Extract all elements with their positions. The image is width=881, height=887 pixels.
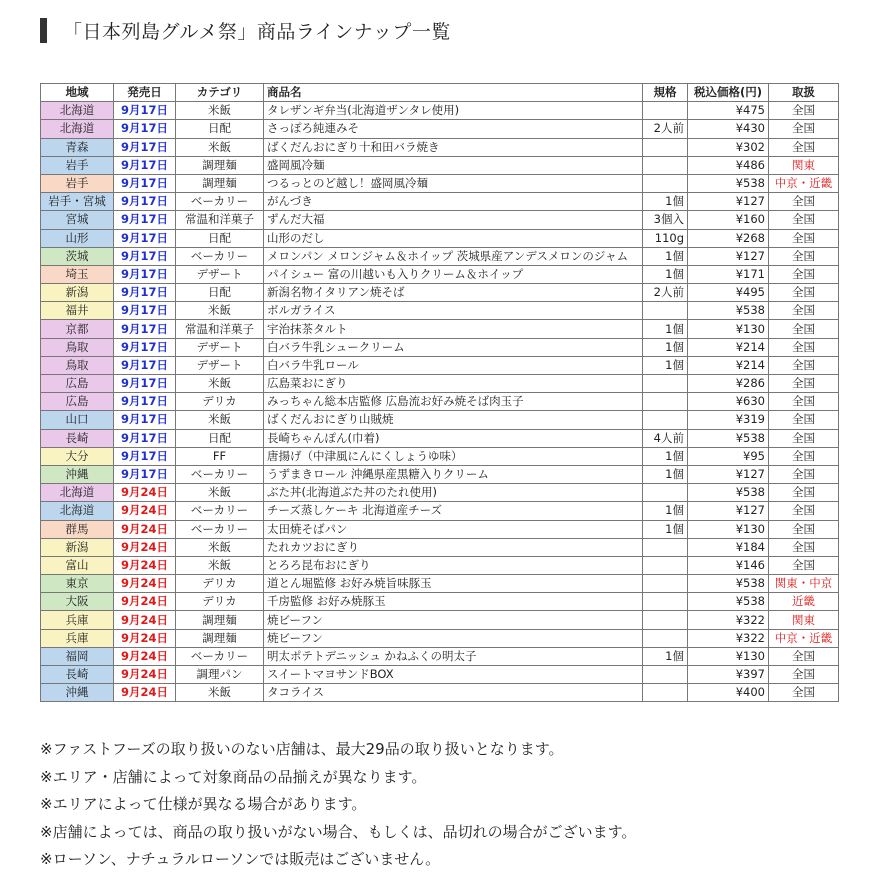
region-cell: 山口 bbox=[41, 411, 114, 429]
table-row bbox=[41, 538, 839, 556]
category-cell: 米飯 bbox=[176, 411, 264, 429]
region-cell: 岩手 bbox=[41, 156, 114, 174]
region-cell: 茨城 bbox=[41, 247, 114, 265]
table-row bbox=[41, 120, 839, 138]
region-cell: 青森 bbox=[41, 138, 114, 156]
price-cell: ¥322 bbox=[688, 629, 769, 647]
release-date-cell: 9月24日 bbox=[114, 556, 176, 574]
table-row bbox=[41, 429, 839, 447]
distribution-cell: 全国 bbox=[769, 556, 839, 574]
page-title-block bbox=[40, 16, 451, 44]
release-date-cell: 9月17日 bbox=[114, 265, 176, 283]
table-row bbox=[41, 211, 839, 229]
distribution-cell: 全国 bbox=[769, 375, 839, 393]
table-row bbox=[41, 629, 839, 647]
category-cell: 調理パン bbox=[176, 666, 264, 684]
distribution-cell: 全国 bbox=[769, 211, 839, 229]
product-name-cell: 明太ポテトデニッシュ かねふくの明太子 bbox=[264, 647, 643, 665]
region-cell: 兵庫 bbox=[41, 629, 114, 647]
table-row bbox=[41, 465, 839, 483]
spec-cell bbox=[643, 393, 688, 411]
region-cell: 広島 bbox=[41, 375, 114, 393]
distribution-cell: 関東 bbox=[769, 156, 839, 174]
table-row bbox=[41, 174, 839, 192]
product-name-cell: 広島菜おにぎり bbox=[264, 375, 643, 393]
table-row bbox=[41, 647, 839, 665]
region-cell: 沖縄 bbox=[41, 465, 114, 483]
price-cell: ¥538 bbox=[688, 429, 769, 447]
notes bbox=[40, 736, 636, 874]
category-cell: デザート bbox=[176, 265, 264, 283]
price-cell: ¥160 bbox=[688, 211, 769, 229]
region-cell: 群馬 bbox=[41, 520, 114, 538]
category-cell: 常温和洋菓子 bbox=[176, 320, 264, 338]
distribution-cell: 全国 bbox=[769, 647, 839, 665]
spec-cell: 1個 bbox=[643, 356, 688, 374]
distribution-cell: 全国 bbox=[769, 102, 839, 120]
distribution-cell: 全国 bbox=[769, 502, 839, 520]
product-name-cell: さっぽろ純連みそ bbox=[264, 120, 643, 138]
region-cell: 鳥取 bbox=[41, 356, 114, 374]
distribution-cell: 関東 bbox=[769, 611, 839, 629]
table-row bbox=[41, 338, 839, 356]
table-header-row bbox=[41, 84, 839, 102]
product-name-cell: ぶた丼(北海道ぶた丼のたれ使用) bbox=[264, 484, 643, 502]
spec-cell bbox=[643, 174, 688, 192]
price-cell: ¥486 bbox=[688, 156, 769, 174]
price-cell: ¥430 bbox=[688, 120, 769, 138]
product-name-cell: 千房監修 お好み焼豚玉 bbox=[264, 593, 643, 611]
product-name-cell: つるっとのど越し！盛岡風冷麺 bbox=[264, 174, 643, 192]
product-name-cell: 太田焼そばパン bbox=[264, 520, 643, 538]
spec-cell bbox=[643, 484, 688, 502]
spec-cell: 2人前 bbox=[643, 284, 688, 302]
category-cell: 米飯 bbox=[176, 375, 264, 393]
table-row bbox=[41, 229, 839, 247]
distribution-cell: 全国 bbox=[769, 411, 839, 429]
release-date-cell: 9月24日 bbox=[114, 647, 176, 665]
release-date-cell: 9月17日 bbox=[114, 411, 176, 429]
release-date-cell: 9月24日 bbox=[114, 520, 176, 538]
price-cell: ¥127 bbox=[688, 502, 769, 520]
distribution-cell: 中京・近畿 bbox=[769, 629, 839, 647]
region-cell: 山形 bbox=[41, 229, 114, 247]
product-name-cell: ボルガライス bbox=[264, 302, 643, 320]
price-cell: ¥268 bbox=[688, 229, 769, 247]
release-date-cell: 9月17日 bbox=[114, 120, 176, 138]
region-cell: 富山 bbox=[41, 556, 114, 574]
header-product-name: 商品名 bbox=[264, 84, 643, 102]
region-cell: 大分 bbox=[41, 447, 114, 465]
product-name-cell: 長崎ちゃんぽん(巾着) bbox=[264, 429, 643, 447]
category-cell: ベーカリー bbox=[176, 193, 264, 211]
spec-cell: 110g bbox=[643, 229, 688, 247]
release-date-cell: 9月17日 bbox=[114, 102, 176, 120]
product-name-cell: とろろ昆布おにぎり bbox=[264, 556, 643, 574]
table-row bbox=[41, 102, 839, 120]
header-distribution: 取扱 bbox=[769, 84, 839, 102]
price-cell: ¥538 bbox=[688, 575, 769, 593]
release-date-cell: 9月17日 bbox=[114, 211, 176, 229]
spec-cell bbox=[643, 375, 688, 393]
release-date-cell: 9月24日 bbox=[114, 611, 176, 629]
spec-cell: 1個 bbox=[643, 447, 688, 465]
product-name-cell: タコライス bbox=[264, 684, 643, 702]
table-row bbox=[41, 684, 839, 702]
spec-cell: 1個 bbox=[643, 247, 688, 265]
product-name-cell: タレザンギ弁当(北海道ザンタレ使用) bbox=[264, 102, 643, 120]
product-name-cell: 白バラ牛乳ロール bbox=[264, 356, 643, 374]
category-cell: 常温和洋菓子 bbox=[176, 211, 264, 229]
price-cell: ¥630 bbox=[688, 393, 769, 411]
distribution-cell: 全国 bbox=[769, 247, 839, 265]
header-spec: 規格 bbox=[643, 84, 688, 102]
spec-cell: 1個 bbox=[643, 502, 688, 520]
distribution-cell: 全国 bbox=[769, 229, 839, 247]
product-table bbox=[40, 83, 839, 702]
title-accent-bar bbox=[40, 18, 47, 43]
distribution-cell: 全国 bbox=[769, 447, 839, 465]
distribution-cell: 全国 bbox=[769, 538, 839, 556]
distribution-cell: 全国 bbox=[769, 393, 839, 411]
table-row bbox=[41, 193, 839, 211]
spec-cell bbox=[643, 629, 688, 647]
release-date-cell: 9月17日 bbox=[114, 375, 176, 393]
release-date-cell: 9月17日 bbox=[114, 138, 176, 156]
spec-cell: 2人前 bbox=[643, 120, 688, 138]
product-name-cell: 山形のだし bbox=[264, 229, 643, 247]
price-cell: ¥130 bbox=[688, 320, 769, 338]
distribution-cell: 全国 bbox=[769, 484, 839, 502]
release-date-cell: 9月17日 bbox=[114, 247, 176, 265]
spec-cell bbox=[643, 556, 688, 574]
table-row bbox=[41, 411, 839, 429]
region-cell: 新潟 bbox=[41, 284, 114, 302]
price-cell: ¥171 bbox=[688, 265, 769, 283]
region-cell: 兵庫 bbox=[41, 611, 114, 629]
spec-cell: 1個 bbox=[643, 193, 688, 211]
product-name-cell: 白バラ牛乳シュークリーム bbox=[264, 338, 643, 356]
table-row bbox=[41, 247, 839, 265]
region-cell: 岩手・宮城 bbox=[41, 193, 114, 211]
spec-cell: 1個 bbox=[643, 520, 688, 538]
product-name-cell: たれカツおにぎり bbox=[264, 538, 643, 556]
note-line: ※ファストフーズの取り扱いのない店舗は、最大29品の取り扱いとなります。 bbox=[40, 740, 564, 758]
region-cell: 沖縄 bbox=[41, 684, 114, 702]
price-cell: ¥130 bbox=[688, 647, 769, 665]
region-cell: 長崎 bbox=[41, 429, 114, 447]
release-date-cell: 9月17日 bbox=[114, 284, 176, 302]
region-cell: 新潟 bbox=[41, 538, 114, 556]
region-cell: 北海道 bbox=[41, 102, 114, 120]
spec-cell: 4人前 bbox=[643, 429, 688, 447]
price-cell: ¥538 bbox=[688, 302, 769, 320]
release-date-cell: 9月24日 bbox=[114, 502, 176, 520]
category-cell: 米飯 bbox=[176, 556, 264, 574]
distribution-cell: 全国 bbox=[769, 193, 839, 211]
distribution-cell: 全国 bbox=[769, 666, 839, 684]
distribution-cell: 関東・中京 bbox=[769, 575, 839, 593]
release-date-cell: 9月17日 bbox=[114, 338, 176, 356]
distribution-cell: 全国 bbox=[769, 356, 839, 374]
spec-cell: 1個 bbox=[643, 265, 688, 283]
distribution-cell: 全国 bbox=[769, 465, 839, 483]
spec-cell: 1個 bbox=[643, 465, 688, 483]
category-cell: デザート bbox=[176, 338, 264, 356]
region-cell: 宮城 bbox=[41, 211, 114, 229]
region-cell: 鳥取 bbox=[41, 338, 114, 356]
category-cell: ベーカリー bbox=[176, 465, 264, 483]
category-cell: ベーカリー bbox=[176, 247, 264, 265]
price-cell: ¥302 bbox=[688, 138, 769, 156]
spec-cell bbox=[643, 575, 688, 593]
header-release-date: 発売日 bbox=[114, 84, 176, 102]
product-name-cell: メロンパン メロンジャム＆ホイップ 茨城県産アンデスメロンのジャム bbox=[264, 247, 643, 265]
distribution-cell: 全国 bbox=[769, 338, 839, 356]
price-cell: ¥127 bbox=[688, 247, 769, 265]
category-cell: ベーカリー bbox=[176, 520, 264, 538]
price-cell: ¥538 bbox=[688, 593, 769, 611]
category-cell: 米飯 bbox=[176, 102, 264, 120]
category-cell: 日配 bbox=[176, 229, 264, 247]
price-cell: ¥127 bbox=[688, 465, 769, 483]
release-date-cell: 9月17日 bbox=[114, 193, 176, 211]
price-cell: ¥397 bbox=[688, 666, 769, 684]
product-name-cell: ばくだんおにぎり山賊焼 bbox=[264, 411, 643, 429]
table-body bbox=[41, 102, 839, 702]
note-line: ※エリアによって仕様が異なる場合があります。 bbox=[40, 795, 367, 813]
table-row bbox=[41, 556, 839, 574]
release-date-cell: 9月24日 bbox=[114, 484, 176, 502]
table-row bbox=[41, 502, 839, 520]
category-cell: 米飯 bbox=[176, 484, 264, 502]
region-cell: 岩手 bbox=[41, 174, 114, 192]
price-cell: ¥400 bbox=[688, 684, 769, 702]
spec-cell bbox=[643, 138, 688, 156]
spec-cell bbox=[643, 411, 688, 429]
release-date-cell: 9月24日 bbox=[114, 629, 176, 647]
spec-cell: 1個 bbox=[643, 338, 688, 356]
release-date-cell: 9月17日 bbox=[114, 465, 176, 483]
product-name-cell: ばくだんおにぎり十和田バラ焼き bbox=[264, 138, 643, 156]
table-row bbox=[41, 138, 839, 156]
page-title: 「日本列島グルメ祭」商品ラインナップ一覧 bbox=[63, 20, 451, 43]
release-date-cell: 9月17日 bbox=[114, 356, 176, 374]
table-row bbox=[41, 447, 839, 465]
release-date-cell: 9月17日 bbox=[114, 229, 176, 247]
spec-cell bbox=[643, 666, 688, 684]
spec-cell bbox=[643, 156, 688, 174]
release-date-cell: 9月24日 bbox=[114, 593, 176, 611]
product-name-cell: パイシュー 富の川越いも入りクリーム＆ホイップ bbox=[264, 265, 643, 283]
category-cell: 調理麺 bbox=[176, 174, 264, 192]
distribution-cell: 全国 bbox=[769, 684, 839, 702]
note-line: ※エリア・店舗によって対象商品の品揃えが異なります。 bbox=[40, 767, 427, 786]
spec-cell bbox=[643, 611, 688, 629]
product-name-cell: がんづき bbox=[264, 193, 643, 211]
distribution-cell: 全国 bbox=[769, 320, 839, 338]
category-cell: デザート bbox=[176, 356, 264, 374]
region-cell: 北海道 bbox=[41, 502, 114, 520]
release-date-cell: 9月24日 bbox=[114, 666, 176, 684]
category-cell: 調理麺 bbox=[176, 156, 264, 174]
spec-cell: 3個入 bbox=[643, 211, 688, 229]
note-line: ※ローソン、ナチュラルローソンでは販売はございません。 bbox=[40, 850, 441, 868]
spec-cell bbox=[643, 302, 688, 320]
price-cell: ¥319 bbox=[688, 411, 769, 429]
table-row bbox=[41, 265, 839, 283]
price-cell: ¥214 bbox=[688, 338, 769, 356]
table-row bbox=[41, 302, 839, 320]
product-name-cell: 道とん堀監修 お好み焼旨味豚玉 bbox=[264, 575, 643, 593]
release-date-cell: 9月17日 bbox=[114, 302, 176, 320]
price-cell: ¥146 bbox=[688, 556, 769, 574]
price-cell: ¥127 bbox=[688, 193, 769, 211]
header-price: 税込価格(円) bbox=[688, 84, 769, 102]
price-cell: ¥538 bbox=[688, 174, 769, 192]
distribution-cell: 全国 bbox=[769, 284, 839, 302]
release-date-cell: 9月17日 bbox=[114, 447, 176, 465]
product-name-cell: ずんだ大福 bbox=[264, 211, 643, 229]
region-cell: 北海道 bbox=[41, 120, 114, 138]
category-cell: 日配 bbox=[176, 284, 264, 302]
release-date-cell: 9月17日 bbox=[114, 174, 176, 192]
price-cell: ¥475 bbox=[688, 102, 769, 120]
price-cell: ¥214 bbox=[688, 356, 769, 374]
table-row bbox=[41, 356, 839, 374]
distribution-cell: 全国 bbox=[769, 138, 839, 156]
table-row bbox=[41, 320, 839, 338]
table-row bbox=[41, 284, 839, 302]
distribution-cell: 全国 bbox=[769, 429, 839, 447]
price-cell: ¥538 bbox=[688, 484, 769, 502]
release-date-cell: 9月17日 bbox=[114, 393, 176, 411]
table-row bbox=[41, 593, 839, 611]
spec-cell bbox=[643, 102, 688, 120]
header-region: 地域 bbox=[41, 84, 114, 102]
category-cell: ベーカリー bbox=[176, 647, 264, 665]
category-cell: デリカ bbox=[176, 593, 264, 611]
spec-cell: 1個 bbox=[643, 647, 688, 665]
price-cell: ¥184 bbox=[688, 538, 769, 556]
distribution-cell: 全国 bbox=[769, 302, 839, 320]
category-cell: デリカ bbox=[176, 393, 264, 411]
category-cell: FF bbox=[176, 447, 264, 465]
product-name-cell: 唐揚げ（中津風にんにくしょうゆ味） bbox=[264, 447, 643, 465]
distribution-cell: 中京・近畿 bbox=[769, 174, 839, 192]
distribution-cell: 全国 bbox=[769, 520, 839, 538]
price-cell: ¥286 bbox=[688, 375, 769, 393]
price-cell: ¥95 bbox=[688, 447, 769, 465]
distribution-cell: 全国 bbox=[769, 265, 839, 283]
release-date-cell: 9月24日 bbox=[114, 684, 176, 702]
product-name-cell: 新潟名物イタリアン焼そば bbox=[264, 284, 643, 302]
product-name-cell: 焼ビーフン bbox=[264, 611, 643, 629]
price-cell: ¥495 bbox=[688, 284, 769, 302]
table-row bbox=[41, 611, 839, 629]
product-name-cell: 宇治抹茶タルト bbox=[264, 320, 643, 338]
release-date-cell: 9月24日 bbox=[114, 538, 176, 556]
category-cell: ベーカリー bbox=[176, 502, 264, 520]
category-cell: 調理麺 bbox=[176, 629, 264, 647]
table-row bbox=[41, 375, 839, 393]
region-cell: 北海道 bbox=[41, 484, 114, 502]
category-cell: 米飯 bbox=[176, 538, 264, 556]
category-cell: 日配 bbox=[176, 120, 264, 138]
release-date-cell: 9月17日 bbox=[114, 429, 176, 447]
category-cell: 調理麺 bbox=[176, 611, 264, 629]
product-name-cell: 焼ビーフン bbox=[264, 629, 643, 647]
header-category: カテゴリ bbox=[176, 84, 264, 102]
release-date-cell: 9月24日 bbox=[114, 575, 176, 593]
spec-cell bbox=[643, 684, 688, 702]
table-row bbox=[41, 666, 839, 684]
product-name-cell: スイートマヨサンドBOX bbox=[264, 666, 643, 684]
region-cell: 京都 bbox=[41, 320, 114, 338]
spec-cell: 1個 bbox=[643, 320, 688, 338]
price-cell: ¥130 bbox=[688, 520, 769, 538]
product-name-cell: みっちゃん総本店監修 広島流お好み焼そば肉玉子 bbox=[264, 393, 643, 411]
region-cell: 東京 bbox=[41, 575, 114, 593]
region-cell: 埼玉 bbox=[41, 265, 114, 283]
release-date-cell: 9月17日 bbox=[114, 320, 176, 338]
product-name-cell: チーズ蒸しケーキ 北海道産チーズ bbox=[264, 502, 643, 520]
table-row bbox=[41, 484, 839, 502]
table-row bbox=[41, 520, 839, 538]
region-cell: 福岡 bbox=[41, 647, 114, 665]
category-cell: デリカ bbox=[176, 575, 264, 593]
category-cell: 米飯 bbox=[176, 138, 264, 156]
distribution-cell: 近畿 bbox=[769, 593, 839, 611]
note-line: ※店舗によっては、商品の取り扱いがない場合、もしくは、品切れの場合がございます。 bbox=[40, 822, 637, 841]
table-row bbox=[41, 575, 839, 593]
distribution-cell: 全国 bbox=[769, 120, 839, 138]
category-cell: 日配 bbox=[176, 429, 264, 447]
release-date-cell: 9月17日 bbox=[114, 156, 176, 174]
region-cell: 長崎 bbox=[41, 666, 114, 684]
category-cell: 米飯 bbox=[176, 302, 264, 320]
region-cell: 広島 bbox=[41, 393, 114, 411]
region-cell: 福井 bbox=[41, 302, 114, 320]
price-cell: ¥322 bbox=[688, 611, 769, 629]
spec-cell bbox=[643, 593, 688, 611]
spec-cell bbox=[643, 538, 688, 556]
region-cell: 大阪 bbox=[41, 593, 114, 611]
product-name-cell: うずまきロール 沖縄県産黒糖入りクリーム bbox=[264, 465, 643, 483]
table-row bbox=[41, 156, 839, 174]
category-cell: 米飯 bbox=[176, 684, 264, 702]
product-name-cell: 盛岡風冷麺 bbox=[264, 156, 643, 174]
table-row bbox=[41, 393, 839, 411]
